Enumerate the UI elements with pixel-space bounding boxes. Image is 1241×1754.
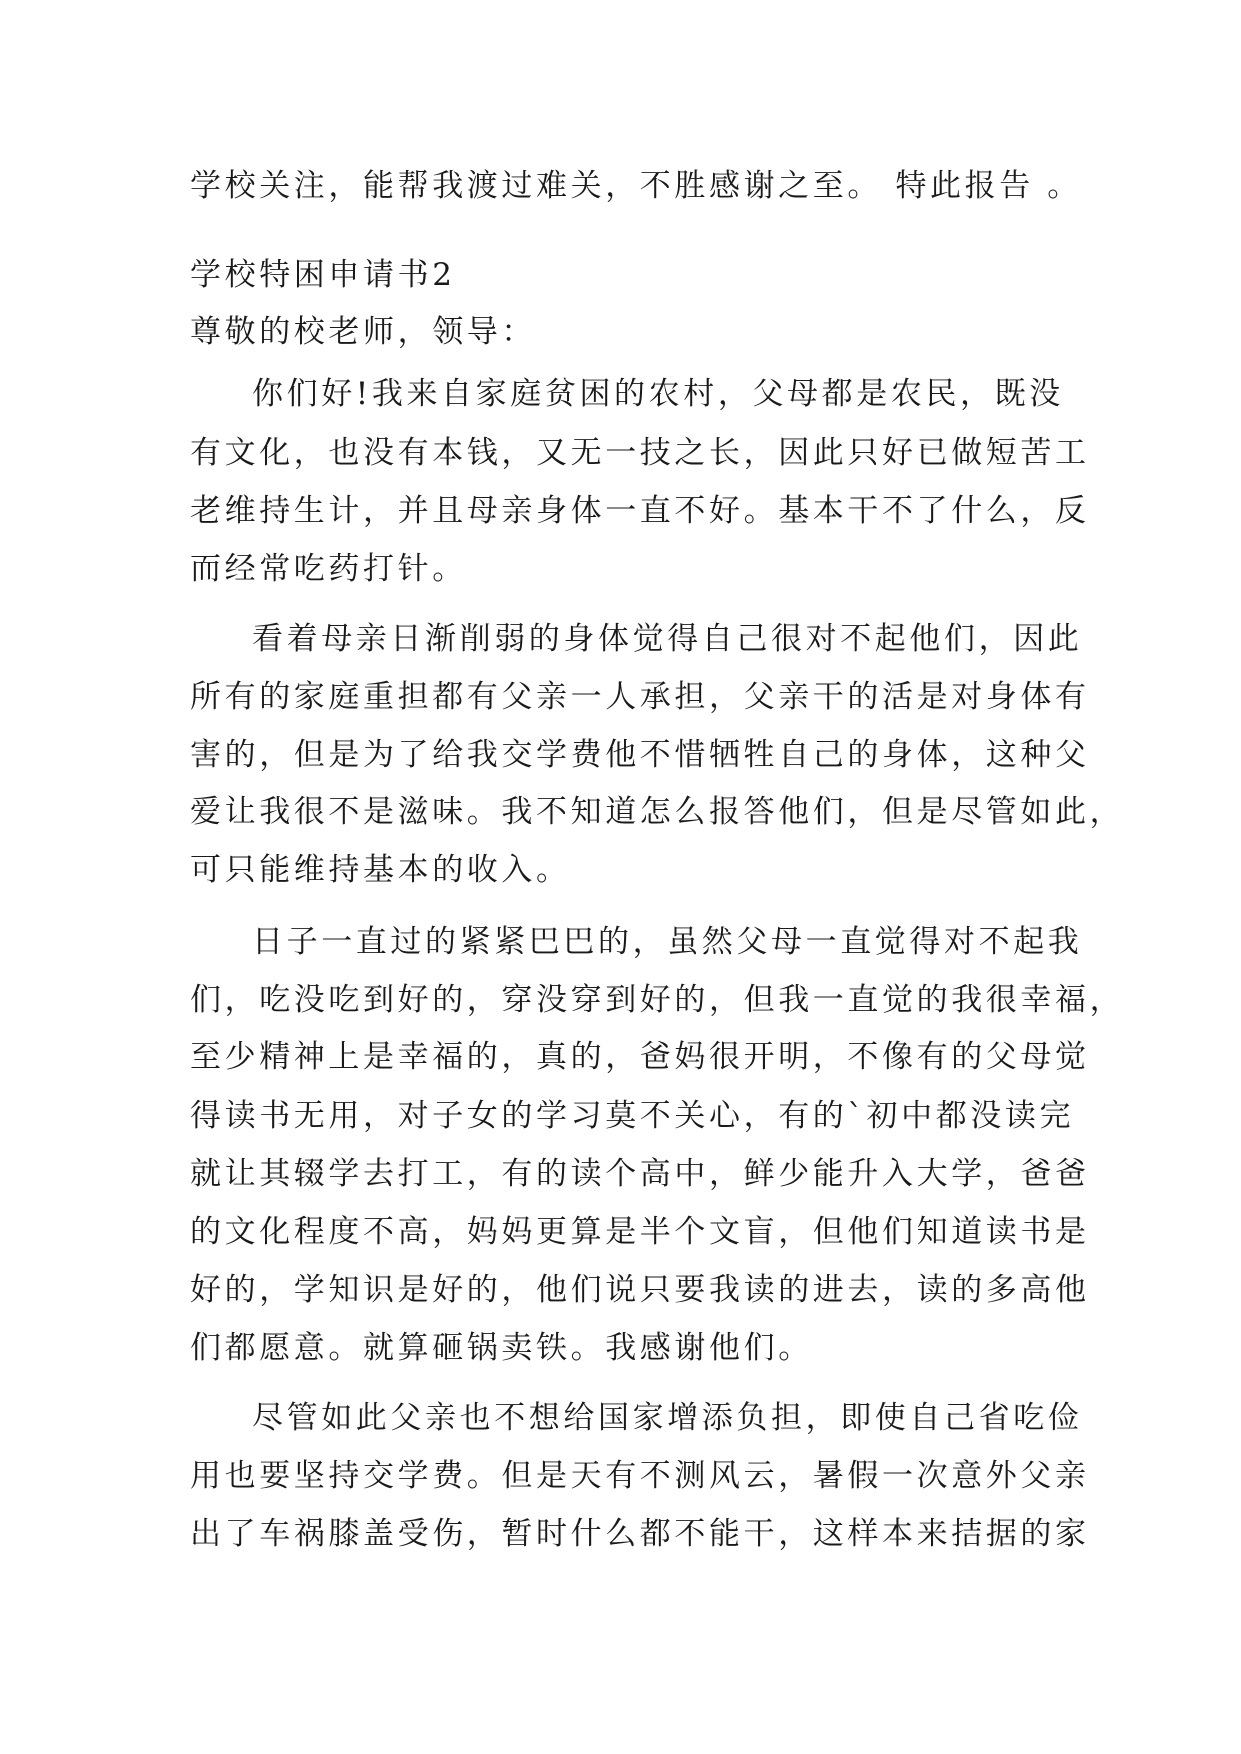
- paragraph-line: 害的，但是为了给我交学费他不惜牺牲自己的身体，这种父: [190, 737, 1090, 773]
- paragraph-line: 用也要坚持交学费。但是天有不测风云，暑假一次意外父亲: [190, 1458, 1090, 1494]
- paragraph-line: 出了车祸膝盖受伤，暂时什么都不能干，这样本来拮据的家: [190, 1516, 1090, 1552]
- paragraph-line: 的文化程度不高，妈妈更算是半个文盲，但他们知道读书是: [190, 1214, 1090, 1250]
- paragraph-line: 所有的家庭重担都有父亲一人承担，父亲干的活是对身体有: [190, 679, 1090, 715]
- paragraph-line: 好的，学知识是好的，他们说只要我读的进去，读的多高他: [190, 1272, 1090, 1308]
- paragraph-line: 爱让我很不是滋味。我不知道怎么报答他们，但是尽管如此，: [190, 794, 1125, 830]
- paragraph-line: 们，吃没吃到好的，穿没穿到好的，但我一直觉的我很幸福，: [190, 982, 1125, 1018]
- paragraph-line: 老维持生计，并且母亲身体一直不好。基本干不了什么，反: [190, 493, 1090, 529]
- paragraph-line: 你们好!我来自家庭贫困的农村，父母都是农民，既没: [252, 376, 1064, 412]
- paragraph-line: 就让其辍学去打工，有的读个高中，鲜少能升入大学，爸爸: [190, 1156, 1090, 1192]
- closing-line: 学校关注，能帮我渡过难关，不胜感谢之至。 特此报告 。: [190, 168, 1082, 204]
- paragraph-line: 日子一直过的紧紧巴巴的，虽然父母一直觉得对不起我: [252, 924, 1083, 960]
- paragraph-line: 可只能维持基本的收入。: [190, 852, 571, 888]
- salutation: 尊敬的校老师，领导：: [190, 314, 536, 350]
- paragraph-line: 看着母亲日渐削弱的身体觉得自己很对不起他们，因此: [252, 621, 1083, 657]
- paragraph-line: 们都愿意。就算砸锅卖铁。我感谢他们。: [190, 1330, 813, 1366]
- paragraph-line: 有文化，也没有本钱，又无一技之长，因此只好已做短苦工: [190, 435, 1090, 471]
- paragraph-line: 而经常吃药打针。: [190, 551, 467, 587]
- document-title: 学校特困申请书2: [190, 257, 456, 293]
- paragraph-line: 至少精神上是幸福的，真的，爸妈很开明，不像有的父母觉: [190, 1039, 1090, 1075]
- paragraph-line: 尽管如此父亲也不想给国家增添负担，即使自己省吃俭: [252, 1400, 1083, 1436]
- paragraph-line: 得读书无用，对子女的学习莫不关心，有的`初中都没读完: [190, 1098, 1075, 1134]
